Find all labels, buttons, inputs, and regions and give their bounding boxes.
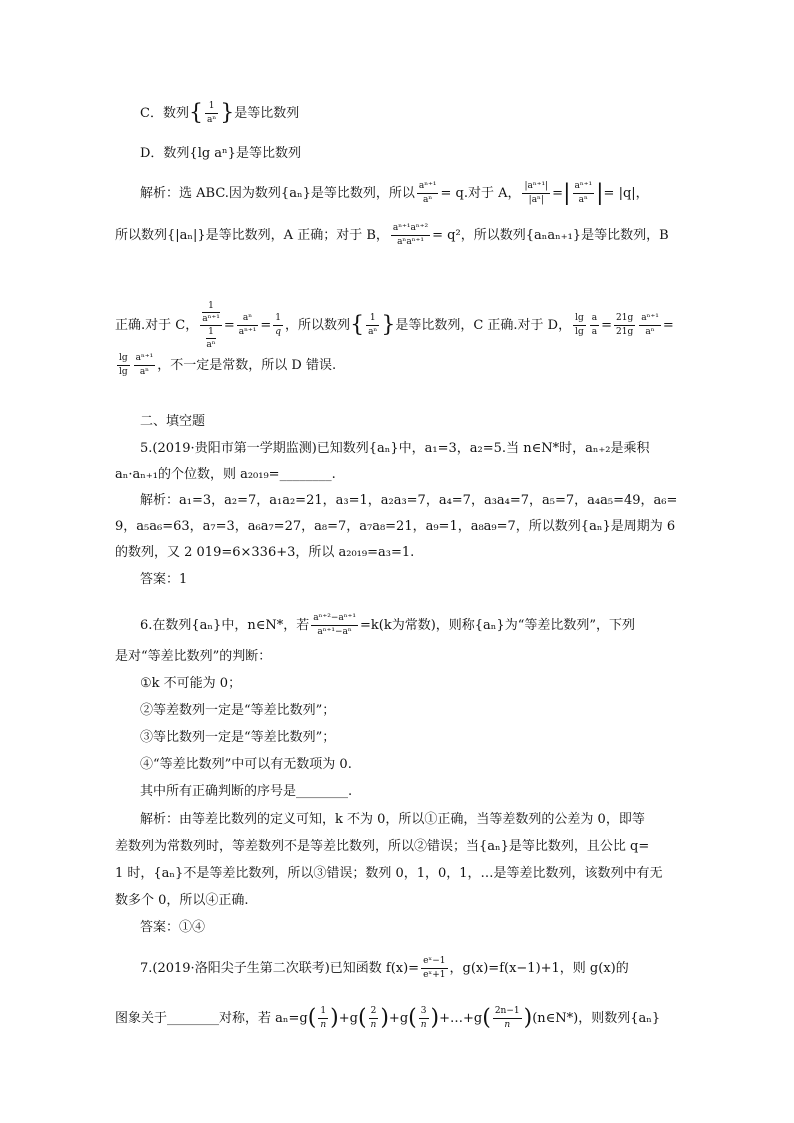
- solution4-line3: 正确.对于 C， 1 aⁿ⁺¹ 1 aⁿ = $\frac{\text{aⁿ}}{\text{aⁿ⁺¹}}$ = $\frac{1}{q}$ ，所以数列{ $\frac{1}{\text{aⁿ}}$ }是等比数列，C 正确.对于 D， $\frac{\lg}{\lg}$ $\frac{a}{a}$ = $\frac{21g}{21g}$ $\frac{\text{aⁿ⁺¹}}{\text{aⁿ}}$ =: [115, 301, 674, 350]
- solution5-line1: 解析：a₁=3，a₂=7，a₁a₂=21，a₃=1，a₂a₃=7，a₄=7，a₃a₄=7，a₅=7，a₄a₅=49，a₆=: [140, 493, 678, 508]
- question6-line2: 是对“等差比数列”的判断：: [115, 649, 272, 664]
- question6-item3: ③等比数列一定是“等差比数列”；: [140, 730, 336, 745]
- fraction-product-ratio: $\frac{\text{aⁿ⁺¹aⁿ⁺²}}{\text{aⁿaⁿ⁺¹}}$: [392, 223, 429, 247]
- question7-line1: 7.(2019·洛阳尖子生第二次联考)已知函数 f(x)= $\frac{\text{eˣ−1}}{\text{eˣ+1}}$ ，g(x)=f(x−1)+1，则 g(x)的: [140, 956, 629, 980]
- question5-line2: aₙ·aₙ₊₁的个位数，则 a₂₀₁₉=________.: [115, 467, 336, 482]
- right-brace-icon: }: [220, 100, 235, 126]
- solution6-line2: 差数列为常数列时，等差数列不是等差比数列，所以②错误；当{aₙ}是等比数列，且公比 q=: [115, 839, 650, 854]
- fraction-diff-ratio: $\frac{\text{aⁿ⁺²−aⁿ⁺¹}}{\text{aⁿ⁺¹−aⁿ}}$: [313, 613, 356, 637]
- question6-item4: ④“等差比数列”中可以有无数项为 0.: [140, 757, 352, 772]
- answer5: 答案：1: [140, 572, 188, 587]
- solution6-line3: 1 时，{aₙ}不是等差比数列，所以③错误；数列 0，1，0，1，…是等差比数列，该数列中有无: [115, 866, 663, 881]
- option-c: C．数列{ $\frac{1}{\text{aⁿ}}$ }是等比数列: [140, 100, 300, 126]
- solution6-line1: 解析：由等差比数列的定义可知，k 不为 0，所以①正确，当等差数列的公差为 0，即等: [140, 812, 645, 827]
- abs-bar-icon: |: [563, 180, 571, 206]
- answer6: 答案：①④: [140, 920, 206, 935]
- section-title: 二、填空题: [140, 414, 206, 429]
- option-d: D．数列{lg aⁿ}是等比数列: [140, 146, 301, 161]
- question6-item1: ①k 不可能为 0；: [140, 676, 242, 691]
- right-brace-icon: }: [381, 312, 396, 338]
- fraction-abs-ratio: $\frac{\text{|aⁿ⁺¹|}}{\text{|aⁿ|}}$: [524, 181, 549, 205]
- question6-item2: ②等差数列一定是“等差比数列”；: [140, 703, 336, 718]
- question5-line1: 5.(2019·贵阳市第一学期监测)已知数列{aₙ}中，a₁=3，a₂=5.当 n∈N*时，aₙ₊₂是乘积: [140, 441, 650, 456]
- left-brace-icon: {: [188, 100, 203, 126]
- fraction-compound: 1 aⁿ⁺¹ 1 aⁿ: [202, 301, 220, 350]
- solution6-line4: 数多个 0，所以④正确.: [115, 893, 249, 908]
- solution5-line2: 9，a₅a₆=63，a₇=3，a₆a₇=27，a₈=7，a₇a₈=21，a₉=1，a₈a₉=7，所以数列{aₙ}是周期为 6: [115, 519, 676, 534]
- solution4-line2: 所以数列{|aₙ|}是等比数列，A 正确；对于 B， $\frac{\text{aⁿ⁺¹aⁿ⁺²}}{\text{aⁿaⁿ⁺¹}}$ = q²，所以数列{aₙaₙ₊₁}是等比数列，B: [115, 223, 669, 247]
- left-brace-icon: {: [350, 312, 365, 338]
- solution4-line4: $\frac{\lg}{\lg}$ $\frac{\text{aⁿ⁺¹}}{\text{aⁿ}}$ ，不一定是常数，所以 D 错误.: [119, 353, 337, 377]
- question7-line2: 图象关于________对称，若 aₙ=g( $\frac{1}{n}$ )+g( $\frac{2}{n}$ )+g( $\frac{3}{n}$ )+…+g( $\frac{2n-1}{n}$ )(n∈N*)，则数列{aₙ}: [115, 1005, 661, 1031]
- question6-ask: 其中所有正确判断的序号是________.: [140, 784, 353, 799]
- fraction-ratio: $\frac{\text{aⁿ⁺¹}}{\text{aⁿ}}$: [418, 181, 437, 205]
- question6-line1: 6.在数列{aₙ}中，n∈N*，若 $\frac{\text{aⁿ⁺²−aⁿ⁺¹}}{\text{aⁿ⁺¹−aⁿ}}$ =k(k为常数)，则称{aₙ}为“等差比数列”，下列: [140, 613, 635, 637]
- fraction-exp: $\frac{\text{eˣ−1}}{\text{eˣ+1}}$: [423, 956, 446, 980]
- solution5-line3: 的数列，又 2 019=6×336+3，所以 a₂₀₁₉=a₃=1.: [115, 545, 415, 560]
- solution4-line1: 解析：选 ABC.因为数列{aₙ}是等比数列，所以 $\frac{\text{aⁿ⁺¹}}{\text{aⁿ}}$ = q.对于 A， $\frac{\text{|aⁿ⁺¹|}}{\text{|aⁿ|}}$ =| $\frac{\text{aⁿ⁺¹}}{\text{aⁿ}}$ |= |q|，: [140, 180, 649, 206]
- fraction-1-over-an: $\frac{1}{\text{aⁿ}}$: [206, 101, 217, 125]
